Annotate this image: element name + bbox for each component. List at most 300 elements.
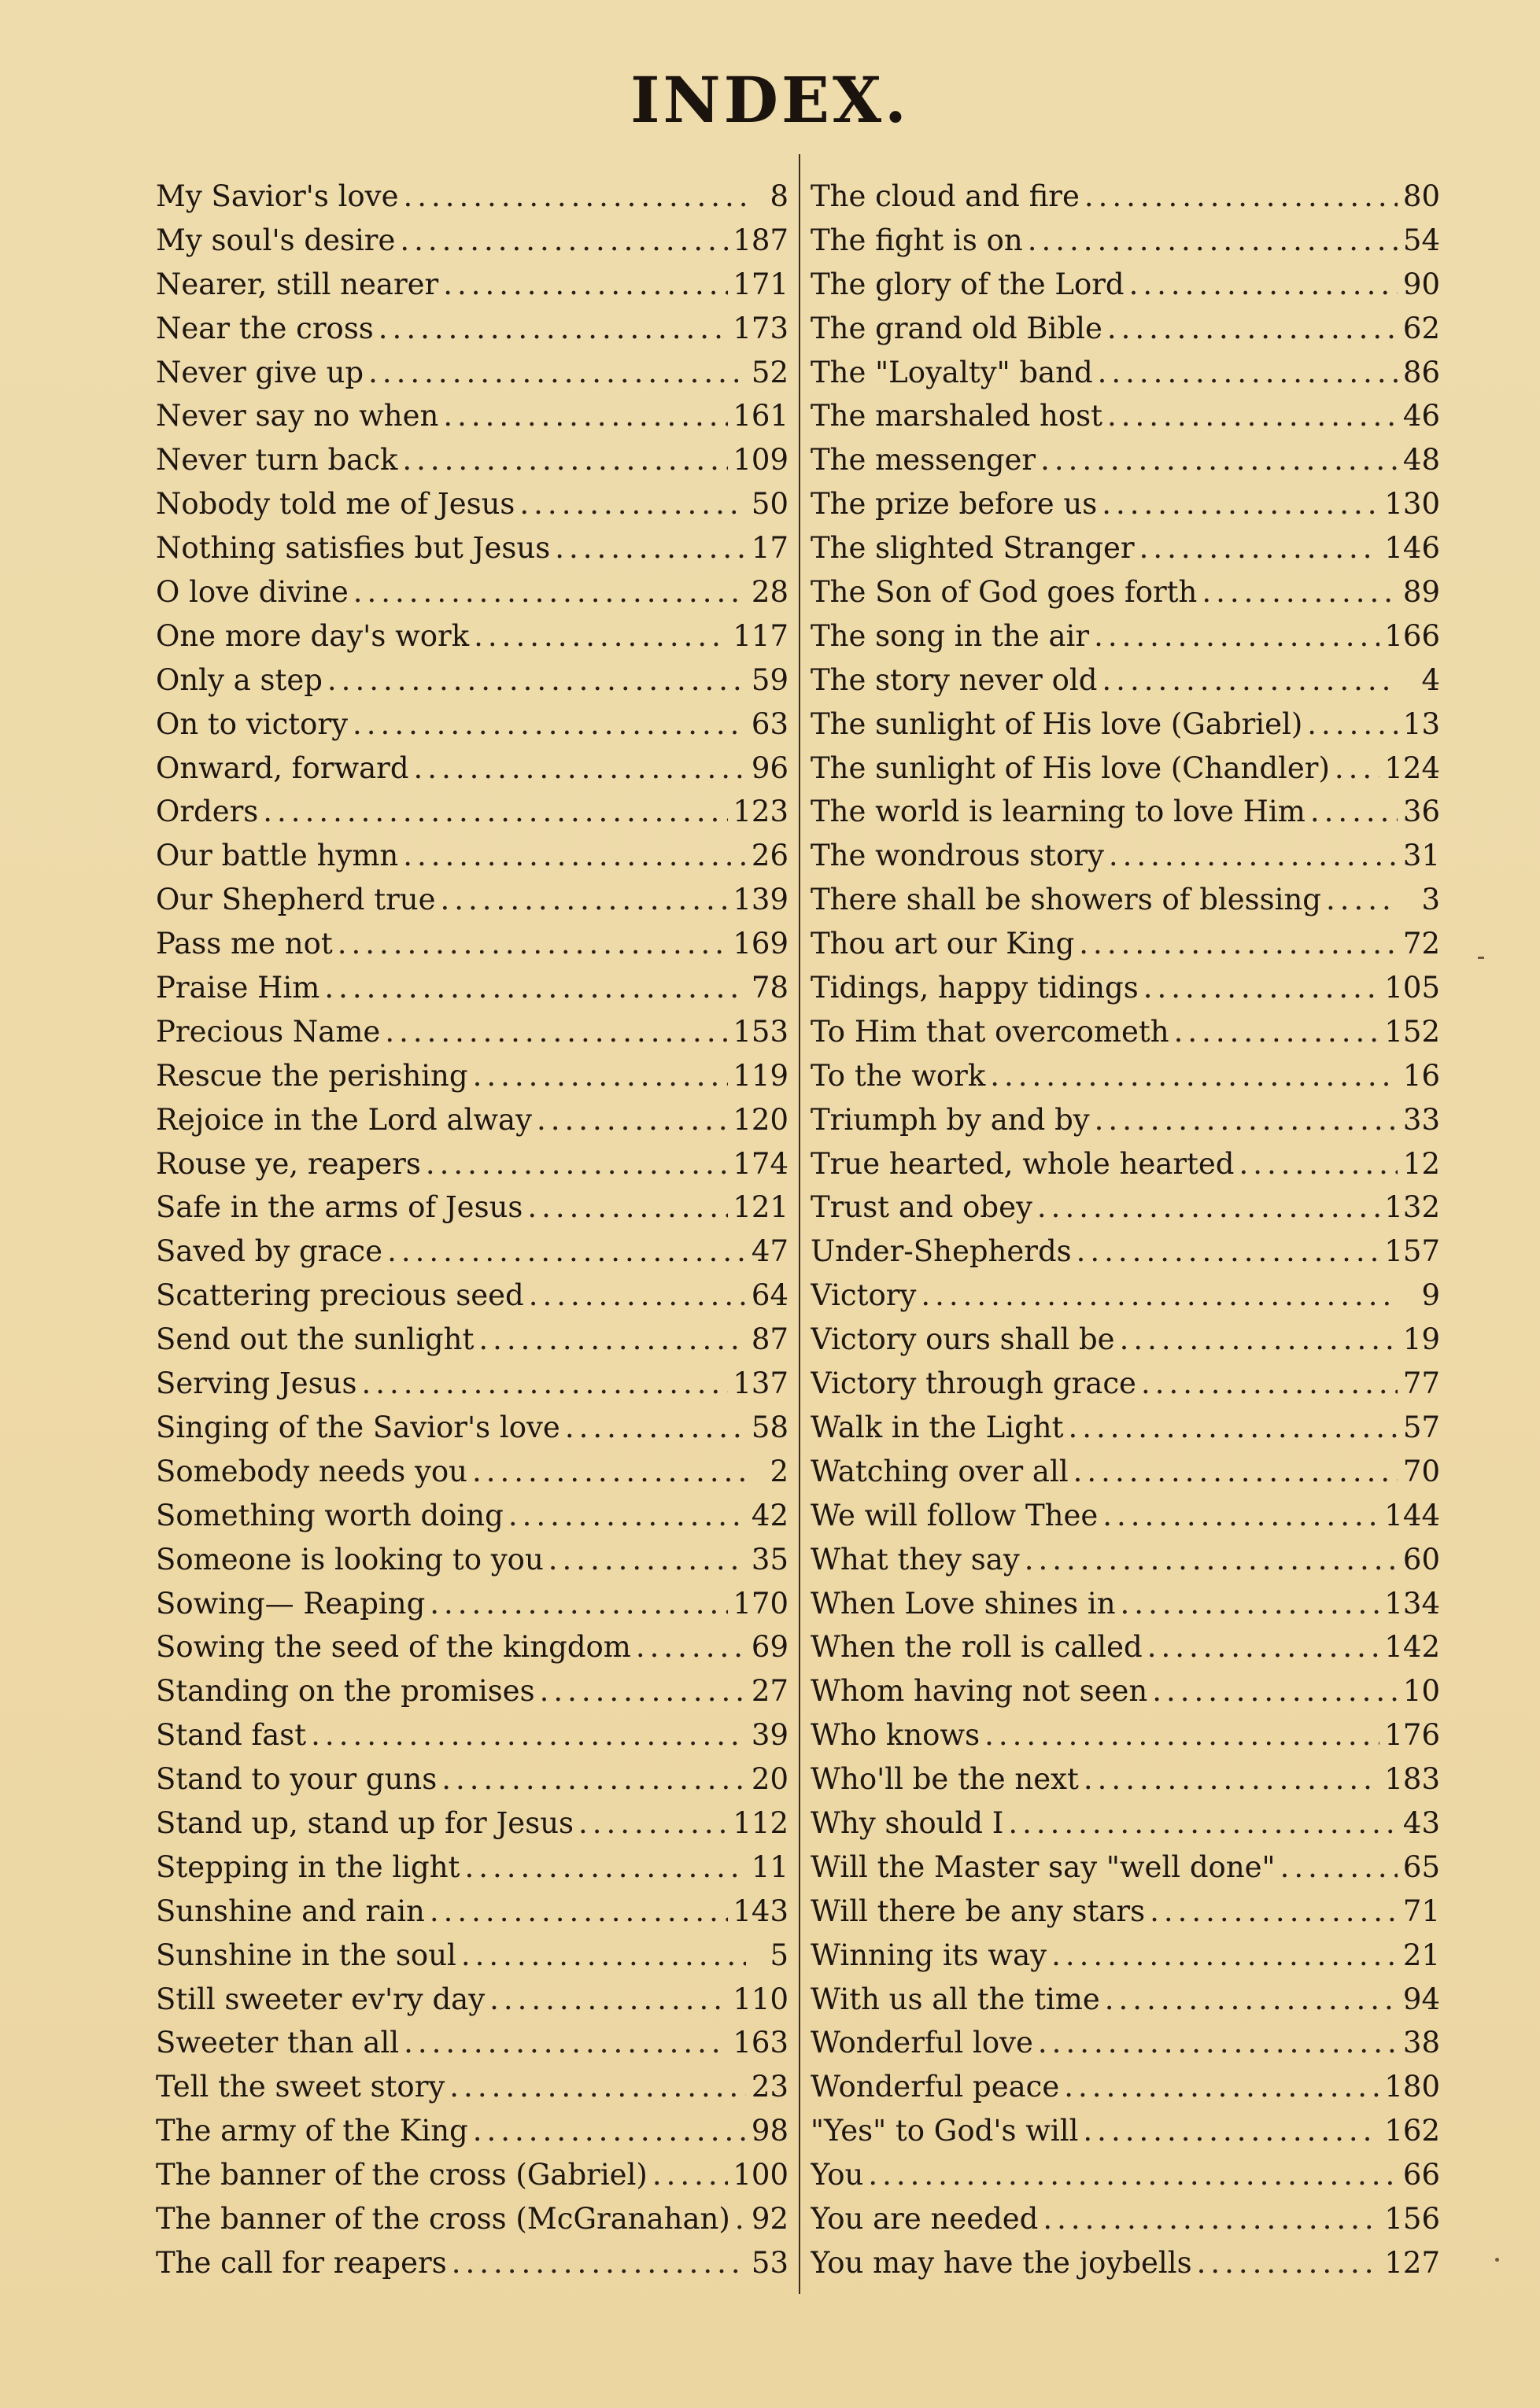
leader-dots [449,2065,746,2109]
leader-dots [1095,1098,1398,1142]
leader-dots [1307,702,1398,747]
entry-title: The prize before us [811,487,1098,522]
leader-dots [1102,658,1398,702]
index-entry [156,658,788,702]
index-entry [811,1406,1440,1450]
leader-dots [1326,878,1398,922]
entry-title: Sunshine and rain [156,1894,425,1928]
entry-page-number: 23 [751,2070,788,2104]
entry-title: Wonderful peace [811,2070,1060,2104]
index-entry [811,1142,1440,1186]
entry-page-number: 121 [733,1190,788,1225]
index-entry [811,1978,1440,2022]
leader-dots [1038,2021,1398,2065]
entry-page-number: 72 [1402,927,1440,961]
entry-page-number: 77 [1402,1366,1440,1401]
index-entry [811,570,1440,614]
leader-dots [402,438,728,482]
index-entry [156,614,788,658]
index-entry [811,1274,1440,1318]
entry-title: There shall be showers of blessing [811,883,1321,917]
entry-title: The grand old Bible [811,311,1102,345]
entry-title: The song in the air [811,618,1090,653]
entry-page-number: 78 [751,971,788,1005]
entry-title: Sowing the seed of the kingdom [156,1630,631,1665]
entry-page-number: 119 [733,1058,788,1093]
entry-page-number: 86 [1402,355,1440,389]
entry-title: Our battle hymn [156,839,399,873]
entry-title: Sunshine in the soul [156,1938,456,1972]
index-entry [156,570,788,614]
entry-page-number: 52 [751,355,788,389]
leader-dots [311,1713,746,1757]
index-entry [811,526,1440,570]
leader-dots [443,394,728,438]
entry-page-number: 66 [1402,2158,1440,2192]
index-entry [156,1054,788,1098]
leader-dots [1202,570,1398,614]
index-entry [156,878,788,922]
leader-dots [1079,922,1398,966]
leader-dots [1043,2197,1379,2241]
index-entry [156,2153,788,2197]
entry-title: The sunlight of His love (Chandler) [811,750,1330,785]
entry-page-number: 28 [751,575,788,610]
leader-dots [735,2197,746,2241]
entry-page-number: 132 [1384,1190,1440,1225]
leader-dots [1121,1582,1380,1626]
entry-page-number: 89 [1402,575,1440,610]
entry-page-number: 13 [1402,706,1440,741]
leader-dots [527,1186,728,1230]
leader-dots [1105,1978,1398,2022]
leader-dots [474,614,728,658]
index-entry [811,790,1440,834]
entry-title: Saved by grace [156,1234,383,1269]
entry-title: Nothing satisfies but Jesus [156,531,551,566]
entry-title: Praise Him [156,971,320,1005]
index-entry [156,1318,788,1362]
index-entry [811,1318,1440,1362]
index-entry [156,1274,788,1318]
entry-title: The sunlight of His love (Gabriel) [811,706,1303,741]
index-entry [156,834,788,878]
leader-dots [1109,834,1398,878]
index-entry [811,1582,1440,1626]
entry-title: Singing of the Savior's love [156,1410,560,1444]
leader-dots [379,307,729,351]
entry-title: Under-Shepherds [811,1234,1072,1269]
entry-page-number: 176 [1384,1718,1440,1753]
entry-title: Thou art our King [811,927,1075,961]
leader-dots [529,1274,746,1318]
leader-dots [1174,1010,1380,1054]
entry-title: To the work [811,1058,986,1093]
entry-title: Somebody needs you [156,1454,467,1488]
index-entry [156,1890,788,1934]
entry-page-number: 187 [733,223,788,257]
entry-title: Never give up [156,355,364,389]
index-entry [811,1801,1440,1846]
index-entry [156,2065,788,2109]
entry-title: The banner of the cross (Gabriel) [156,2158,648,2192]
entry-page-number: 62 [1402,311,1440,345]
entry-page-number: 65 [1402,1849,1440,1884]
index-entry [156,1669,788,1713]
entry-page-number: 42 [751,1498,788,1532]
entry-title: The world is learning to love Him [811,795,1305,829]
leader-dots [1107,394,1398,438]
index-entry [811,966,1440,1010]
entry-title: The army of the King [156,2114,468,2148]
leader-dots [489,1978,728,2022]
leader-dots [387,1230,746,1274]
leader-dots [1280,1846,1398,1890]
entry-page-number: 63 [751,706,788,741]
entry-title: "Yes" to God's will [811,2114,1079,2148]
index-entry [156,1801,788,1846]
index-column-left [156,175,788,2285]
leader-dots [1051,1934,1398,1978]
entry-page-number: 5 [770,1938,788,1972]
entry-page-number: 21 [1402,1938,1440,1972]
leader-dots [1094,614,1379,658]
index-entry [811,1054,1440,1098]
entry-page-number: 90 [1402,267,1440,301]
index-entry [811,747,1440,791]
leader-dots [361,1362,728,1406]
entry-title: You are needed [811,2201,1039,2236]
index-entry [811,614,1440,658]
index-entry [811,2153,1440,2197]
index-entry [811,1450,1440,1494]
entry-title: Triumph by and by [811,1102,1090,1137]
leader-dots [636,1625,746,1669]
index-entry [156,263,788,307]
index-entry [811,219,1440,263]
leader-dots [473,1054,729,1098]
leader-dots [565,1406,746,1450]
entry-page-number: 48 [1402,443,1440,478]
leader-dots [441,1757,746,1801]
entry-page-number: 12 [1402,1146,1440,1181]
index-entry [811,351,1440,395]
entry-title: The story never old [811,662,1098,697]
index-entry [156,1978,788,2022]
entry-title: Why should I [811,1805,1004,1840]
leader-dots [555,526,746,570]
entry-title: Near the cross [156,311,374,345]
entry-title: Rejoice in the Lord alway [156,1102,533,1137]
entry-page-number: 43 [1402,1805,1440,1840]
entry-title: Someone is looking to you [156,1542,544,1576]
entry-page-number: 20 [751,1762,788,1797]
leader-dots [921,1274,1398,1318]
entry-title: When the roll is called [811,1630,1143,1665]
entry-title: Stand up, stand up for Jesus [156,1805,574,1840]
entry-page-number: 144 [1384,1498,1440,1532]
entry-title: Nobody told me of Jesus [156,487,515,522]
entry-page-number: 35 [751,1542,788,1576]
index-entry [156,1230,788,1274]
entry-title: True hearted, whole hearted [811,1146,1235,1181]
index-entry [811,1362,1440,1406]
entry-title: Nearer, still nearer [156,267,439,301]
entry-page-number: 139 [733,883,788,917]
leader-dots [1141,1362,1398,1406]
entry-page-number: 36 [1402,795,1440,829]
entry-page-number: 124 [1384,750,1440,785]
index-entry [811,1934,1440,1978]
entry-title: My Savior's love [156,179,399,213]
index-entry [156,2197,788,2241]
entry-page-number: 98 [751,2114,788,2148]
index-entry [811,438,1440,482]
leader-dots [1129,263,1398,307]
entry-page-number: 92 [751,2201,788,2236]
entry-title: The banner of the cross (McGranahan) [156,2201,730,2236]
entry-page-number: 38 [1402,2026,1440,2060]
leader-dots [400,219,728,263]
entry-page-number: 143 [733,1894,788,1928]
entry-title: Victory [811,1278,917,1313]
entry-title: Our Shepherd true [156,883,436,917]
entry-page-number: 134 [1384,1586,1440,1621]
entry-page-number: 10 [1402,1674,1440,1709]
index-entry [811,1494,1440,1538]
entry-title: Serving Jesus [156,1366,357,1401]
entry-title: The glory of the Lord [811,267,1125,301]
index-entry [811,307,1440,351]
index-entry [156,438,788,482]
index-entry [156,1142,788,1186]
entry-title: Who'll be the next [811,1762,1079,1797]
index-entry [156,1186,788,1230]
entry-title: Sowing— Reaping [156,1586,426,1621]
entry-page-number: 9 [1421,1278,1440,1313]
index-entry [811,2109,1440,2153]
leader-dots [1143,966,1380,1010]
leader-dots [403,834,746,878]
entry-title: My soul's desire [156,223,396,257]
entry-page-number: 50 [751,487,788,522]
entry-title: Victory through grace [811,1366,1136,1401]
entry-title: With us all the time [811,1982,1100,2016]
entry-title: We will follow Thee [811,1498,1099,1532]
entry-page-number: 11 [751,1849,788,1884]
entry-page-number: 58 [751,1410,788,1444]
index-entry [156,1362,788,1406]
leader-dots [540,1669,746,1713]
leader-dots [548,1538,746,1582]
entry-page-number: 153 [733,1014,788,1049]
leader-dots [578,1801,728,1846]
index-entry [811,1230,1440,1274]
entry-page-number: 53 [751,2245,788,2280]
entry-page-number: 69 [751,1630,788,1665]
page-title: INDEX. [630,63,910,137]
entry-title: What they say [811,1542,1020,1576]
entry-title: The slighted Stranger [811,531,1135,566]
leader-dots [430,1582,728,1626]
entry-title: Never turn back [156,443,398,478]
entry-title: Something worth doing [156,1498,504,1532]
entry-title: Scattering precious seed [156,1278,524,1313]
entry-page-number: 70 [1402,1454,1440,1488]
leader-dots [473,2109,746,2153]
leader-dots [338,922,729,966]
index-entry [811,1186,1440,1230]
entry-title: Orders [156,795,259,829]
entry-page-number: 47 [751,1234,788,1269]
entry-title: To Him that overcometh [811,1014,1169,1049]
index-entry [156,1538,788,1582]
index-entry [156,747,788,791]
entry-title: Only a step [156,662,323,697]
leader-dots [414,747,746,791]
index-entry [811,1010,1440,1054]
index-entry [811,482,1440,526]
leader-dots [404,2021,728,2065]
index-entry [811,1538,1440,1582]
entry-title: Stepping in the light [156,1849,460,1884]
entry-page-number: 157 [1384,1234,1440,1269]
entry-title: Precious Name [156,1014,381,1049]
leader-dots [1102,1494,1379,1538]
entry-title: Will the Master say "well done" [811,1849,1276,1884]
entry-page-number: 60 [1402,1542,1440,1576]
entry-page-number: 127 [1384,2245,1440,2280]
leader-dots [478,1318,746,1362]
index-column-right [811,175,1440,2285]
entry-page-number: 8 [770,179,788,213]
entry-page-number: 171 [733,267,788,301]
entry-title: The messenger [811,443,1036,478]
leader-dots [990,1054,1398,1098]
leader-dots [1152,1669,1398,1713]
leader-dots [426,1142,729,1186]
leader-dots [403,175,746,219]
leader-dots [1025,1538,1398,1582]
entry-title: Stand fast [156,1718,307,1753]
leader-dots [1102,482,1379,526]
entry-title: O love divine [156,575,349,610]
entry-title: Trust and obey [811,1190,1032,1225]
entry-page-number: 105 [1384,971,1440,1005]
index-entry [811,2021,1440,2065]
index-entry [811,1757,1440,1801]
entry-page-number: 161 [733,399,788,433]
index-entry [156,2109,788,2153]
index-entry [156,307,788,351]
entry-page-number: 2 [770,1454,788,1488]
leader-dots [1150,1890,1398,1934]
leader-dots [984,1713,1379,1757]
entry-title: Rouse ye, reapers [156,1146,421,1181]
entry-page-number: 142 [1384,1630,1440,1665]
entry-title: The wondrous story [811,839,1104,873]
entry-title: Will there be any stars [811,1894,1146,1928]
index-entry [156,1010,788,1054]
leader-dots [1197,2241,1380,2285]
entry-page-number: 183 [1384,1762,1440,1797]
leader-dots [464,1846,746,1890]
entry-page-number: 39 [751,1718,788,1753]
leader-dots [263,790,728,834]
entry-page-number: 19 [1402,1322,1440,1357]
entry-title: Pass me not [156,927,333,961]
index-entry [156,2021,788,2065]
entry-page-number: 94 [1402,1982,1440,2016]
leader-dots [1120,1318,1398,1362]
entry-page-number: 137 [733,1366,788,1401]
entry-page-number: 173 [733,311,788,345]
entry-page-number: 117 [733,618,788,653]
index-entry [811,658,1440,702]
entry-title: The Son of God goes forth [811,575,1198,610]
entry-page-number: 3 [1421,883,1440,917]
index-entry [811,1846,1440,1890]
entry-page-number: 80 [1402,179,1440,213]
leader-dots [1064,2065,1379,2109]
leader-dots [452,2241,746,2285]
leader-dots [1068,1406,1398,1450]
index-entry [156,175,788,219]
index-entry [811,263,1440,307]
leader-dots [1310,790,1398,834]
leader-dots [508,1494,746,1538]
leader-dots [472,1450,746,1494]
index-entry [156,1582,788,1626]
index-entry [156,702,788,747]
index-entry [811,1669,1440,1713]
entry-title: The fight is on [811,223,1023,257]
entry-page-number: 146 [1384,531,1440,566]
leader-dots [1139,526,1380,570]
entry-page-number: 27 [751,1674,788,1709]
entry-page-number: 87 [751,1322,788,1357]
index-entry [156,1406,788,1450]
entry-page-number: 130 [1384,487,1440,522]
entry-page-number: 33 [1402,1102,1440,1137]
paper-speck [1478,957,1484,959]
leader-dots [1083,2109,1379,2153]
index-entry [811,1098,1440,1142]
leader-dots [461,1934,746,1978]
entry-title: Victory ours shall be [811,1322,1115,1357]
entry-title: Still sweeter ev'ry day [156,1982,486,2016]
index-entry [811,2065,1440,2109]
leader-dots [368,351,746,395]
index-entry [156,1846,788,1890]
leader-dots [1084,175,1398,219]
paper-speck [1495,2258,1499,2262]
index-entry [156,966,788,1010]
entry-title: The "Loyalty" band [811,355,1093,389]
leader-dots [519,482,746,526]
entry-page-number: 109 [733,443,788,478]
entry-page-number: 31 [1402,839,1440,873]
leader-dots [1077,1230,1380,1274]
leader-dots [1040,438,1398,482]
entry-title: The cloud and fire [811,179,1080,213]
entry-page-number: 180 [1384,2070,1440,2104]
entry-page-number: 4 [1421,662,1440,697]
entry-title: You may have the joybells [811,2245,1192,2280]
leader-dots [1335,747,1379,791]
index-entry [811,922,1440,966]
entry-title: Whom having not seen [811,1674,1148,1709]
